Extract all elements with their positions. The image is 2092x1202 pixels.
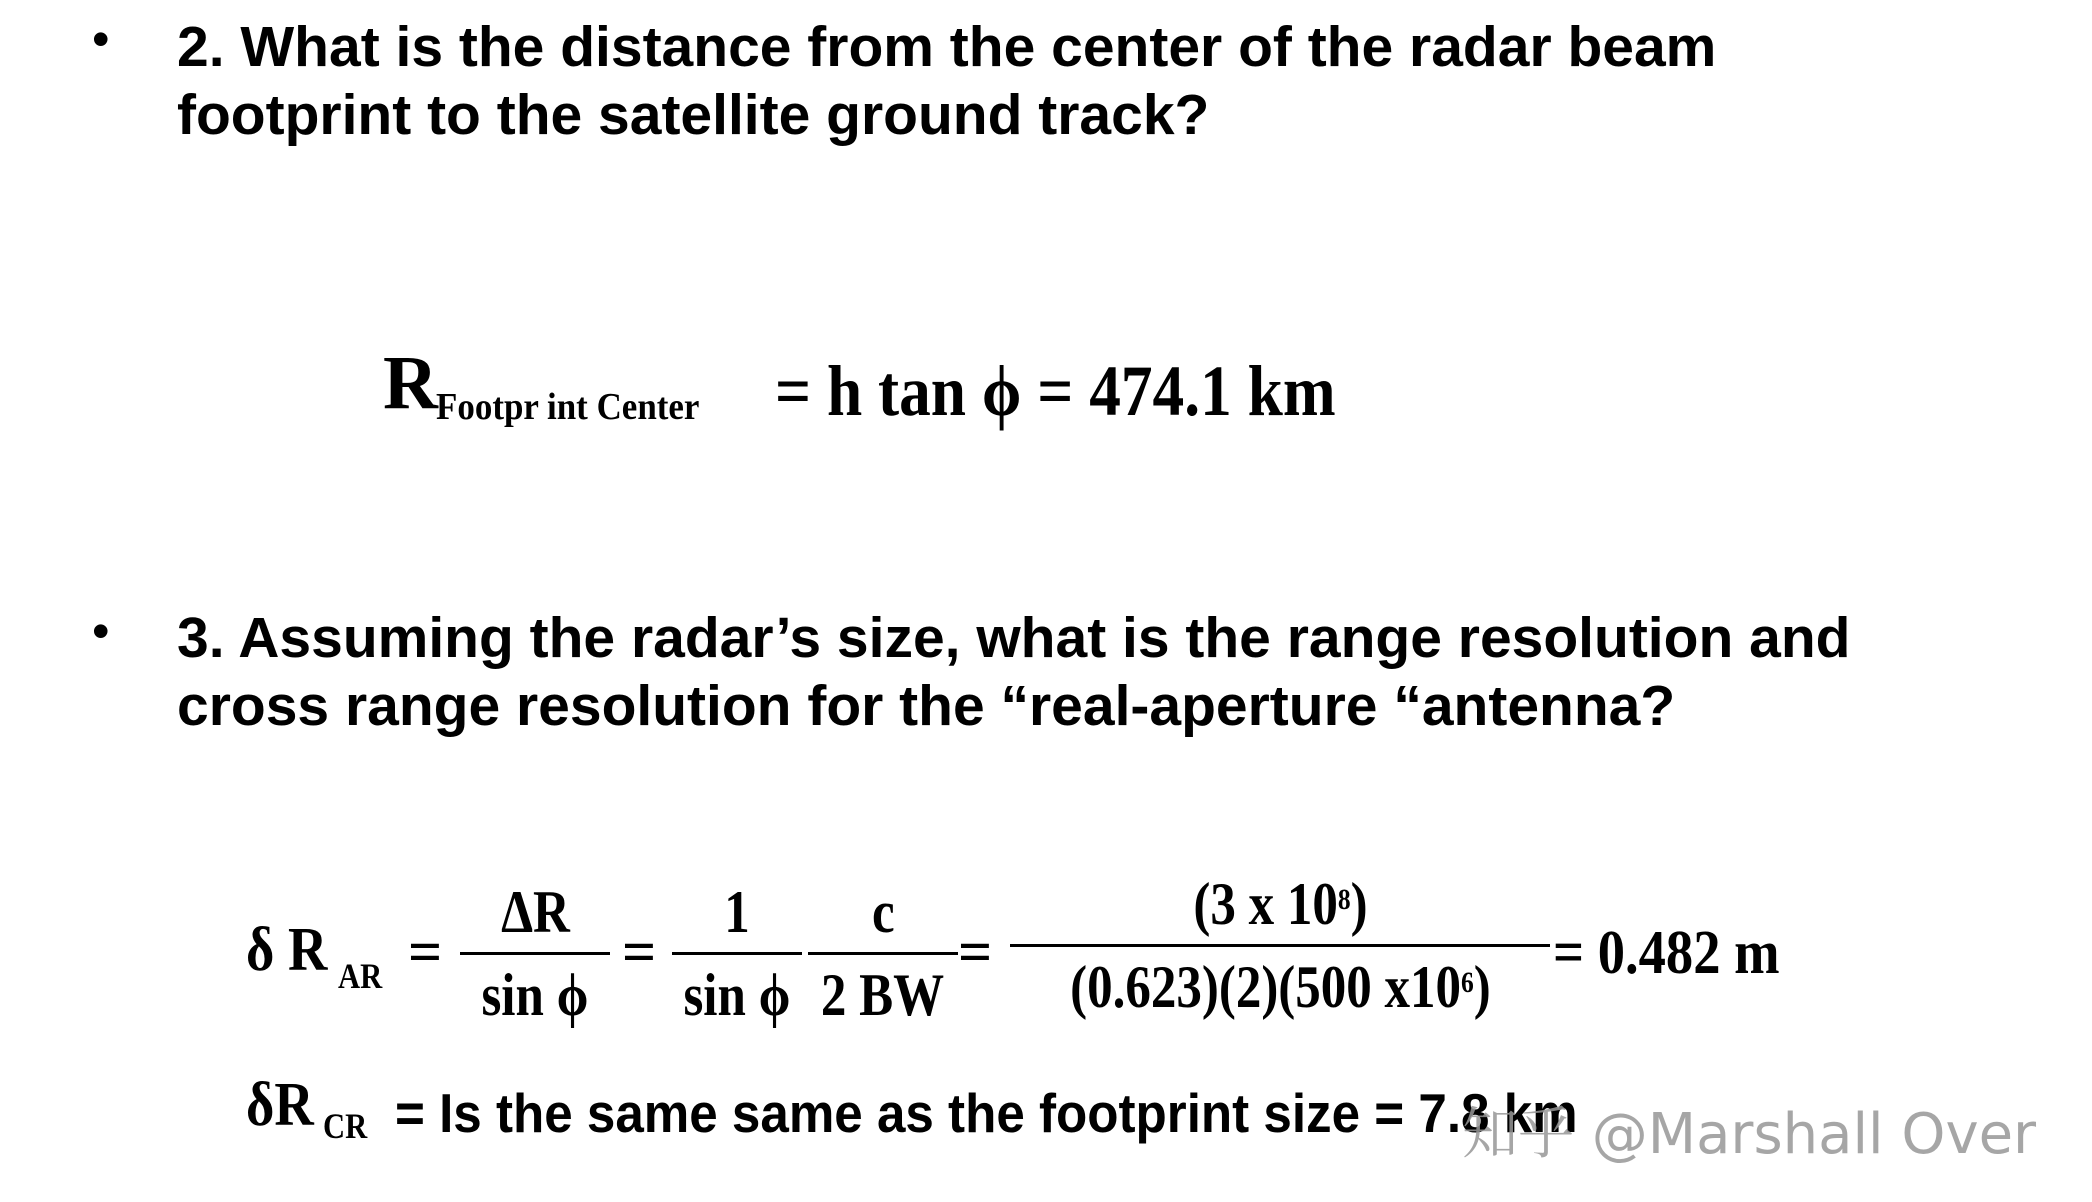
question-3-line-2: cross range resolution for the “real-aperture “antenna? <box>177 674 1676 738</box>
fraction-c-over-2bw <box>808 880 958 1027</box>
numerator: 1 <box>724 879 750 945</box>
fraction-bar <box>672 952 802 955</box>
denominator: sin ϕ <box>683 962 791 1028</box>
numerator: (3 x $10^8$) <box>1192 871 1368 937</box>
equals-sign: = <box>622 919 657 985</box>
fraction-bar <box>808 952 958 955</box>
question-2-line-1: 2. What is the distance from the center of the radar beam <box>177 15 1717 79</box>
bullet-icon: • <box>92 11 110 67</box>
fraction-bar <box>460 952 610 955</box>
formula-2-lhs-subscript: AR <box>338 956 383 996</box>
fraction-bar <box>1010 944 1550 947</box>
denominator: sin ϕ <box>481 962 589 1028</box>
denominator: (0.623)(2)(500 $x10^6$) <box>1069 954 1491 1020</box>
formula-3-text: = Is the same same as the footprint size = 7.8 km <box>395 1082 1578 1144</box>
denominator: 2 BW <box>821 962 945 1028</box>
watermark: 知乎 @Marshall Over <box>1462 1102 2037 1167</box>
formula-2-lhs: δ R <box>246 916 328 984</box>
formula-1-subscript: Footpr int Center <box>436 386 700 428</box>
bullet-icon: • <box>92 603 110 659</box>
fraction-delta-r-over-sin-phi <box>460 880 610 1027</box>
formula-2-result: = 0.482 m <box>1553 919 1780 987</box>
fraction-1-over-sin-phi <box>672 880 802 1027</box>
formula-1-symbol: R <box>383 341 438 425</box>
formula-1-expression: = h tan ϕ = 474.1 km <box>775 351 1336 431</box>
numerator: ΔR <box>500 879 570 945</box>
question-2-line-2: footprint to the satellite ground track? <box>177 83 1210 147</box>
equals-sign: = <box>958 919 993 985</box>
formula-3-lhs-subscript: CR <box>323 1106 368 1146</box>
equals-sign: = <box>408 919 443 985</box>
numerator: c <box>871 879 895 945</box>
formula-3-lhs: δR <box>246 1071 314 1139</box>
question-3-line-1: 3. Assuming the radar’s size, what is the range resolution and <box>177 606 1851 670</box>
fraction-numeric <box>1010 872 1550 1019</box>
